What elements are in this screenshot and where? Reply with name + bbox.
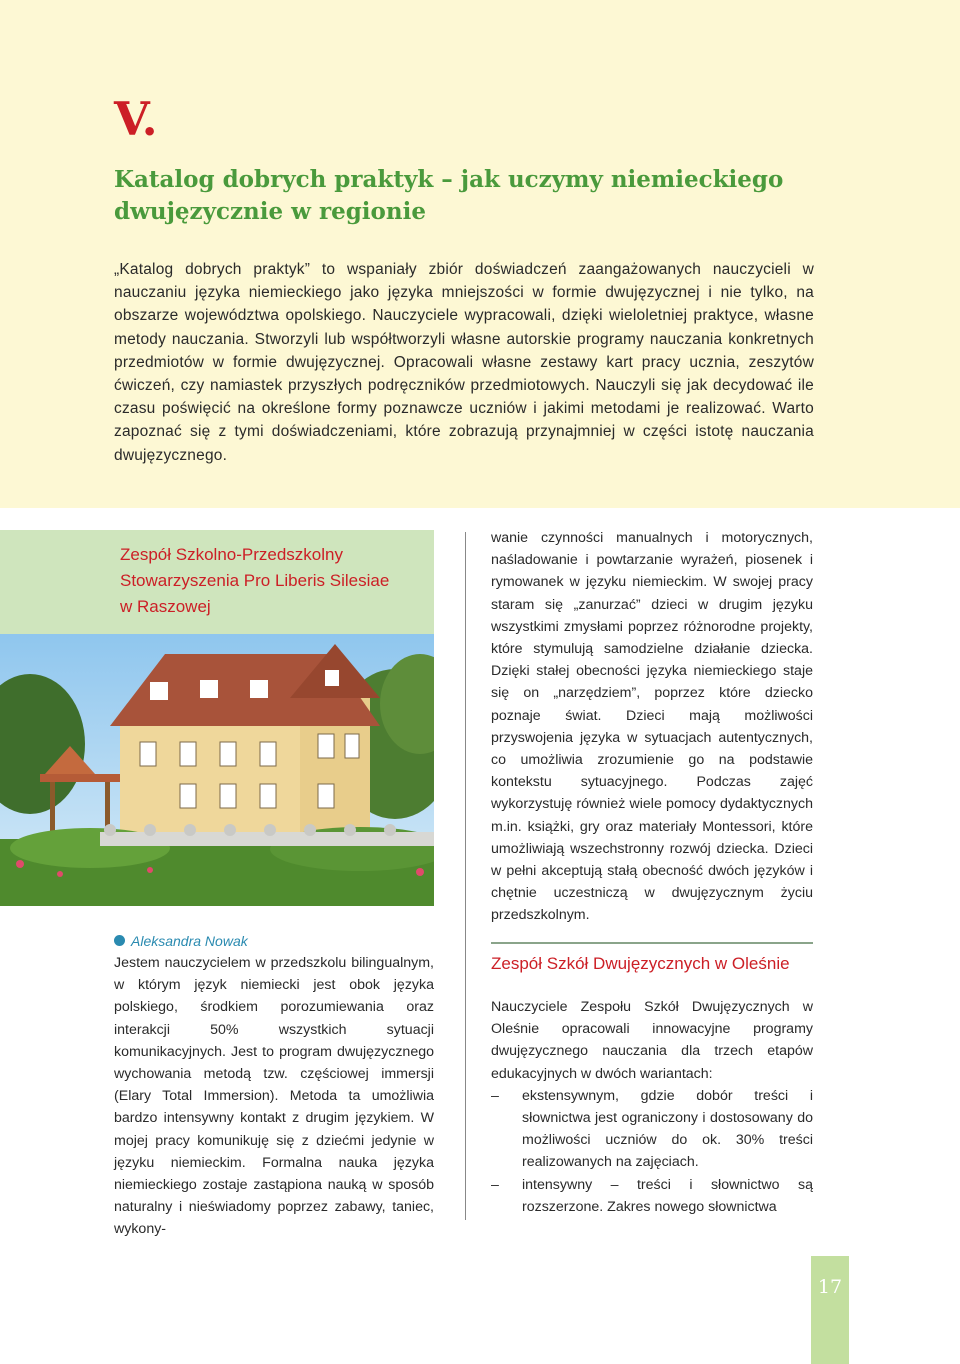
school1-name-line1: Zespół Szkolno-Przedszkolny	[120, 545, 343, 564]
dash-marker: –	[491, 1087, 499, 1104]
chapter-number: V.	[114, 92, 158, 146]
school1-name	[120, 542, 420, 620]
list-item	[491, 1085, 813, 1174]
variant-text: ekstensywnym, gdzie dobór treści i słownictwa jest ograniczony i dostosowany do możliwości uczniów do ok. 30% treści realizowanych na zajęciach.	[522, 1087, 813, 1171]
school1-text-left: Jestem nauczycielem w przedszkolu bilingualnym, w którym język niemiecki jest obok języka polskiego, środkiem porozumiewania oraz interakcji 50% wszystkich sytuacji komunikacyjnych. Jest to program dwujęzycznego wychowania metodą tzw. częściowej immersji (Elary Total Immersion). Metoda ta umożliwia bardzo intensywny kontakt z drugim językiem. W mojej pracy komunikuję się z dziećmi jedynie w języku niemieckim. Formalna nauka języka niemieckiego zostaje zastąpiona nauką w sposób naturalny i nieświadomy poprzez zabawy, taniec, wykony-	[114, 955, 434, 1238]
school1-author-block	[114, 930, 434, 1241]
school1-continuation	[491, 527, 813, 927]
school1-text-right: wanie czynności manualnych i motorycznych, naśladowanie i powtarzanie wyrażeń, piosenek i rymowanek w języku niemieckim. W swojej pracy staram się „zanurzać” dzieci w drugim języku wszystkimi zmysłami poprzez różnorodne projekty, które stymulują samodzielne działanie dziecka. Dzięki stałej obecności języka niemieckiego staje się on „narzędziem”, poprzez które dziecko poznaje świat. Dzieci mają możliwości przyswojenia języka w sytuacjach autentycznych, co umożliwia zrozumienie go na podstawie kontekstu sytuacyjnego. Podczas zajęć wykorzystuję również wiele pomocy dydaktycznych m.in. książki, gry oraz materiały Montessori, które umożliwiają wszechstronny rozwój dziecka. Dzieci w pełni akceptują stałą obecność dwóch języków i chętnie uczestniczą w dwujęzycznym życiu przedszkolnym.	[491, 530, 813, 924]
list-item	[491, 1174, 813, 1218]
school1-section	[0, 530, 434, 634]
dash-marker: –	[491, 1176, 499, 1193]
page-number: 17	[817, 1276, 843, 1298]
chapter-title: Katalog dobrych praktyk – jak uczymy niemieckiego dwujęzycznie w regionie	[114, 166, 784, 225]
author-name: Aleksandra Nowak	[131, 933, 248, 949]
school1-name-line2: Stowarzyszenia Pro Liberis Silesiae	[120, 571, 390, 590]
intro-paragraph: „Katalog dobrych praktyk” to wspaniały zbiór doświadczeń zaangażowanych nauczycieli w nauczaniu języka niemieckiego jako języka mniejszości w formie dwujęzycznej i nie tylko, na obszarze województwa opolskiego. Nauczyciele wypracowali, dzięki wieloletniej praktyce, własne metody nauczania. Stworzyli lub współtworzyli własne autorskie programy nauczania konkretnych przedmiotów w formie dwujęzycznej. Opracowali własne zestawy kart pracy ucznia, zeszytów ćwiczeń, czy namiastek przyszłych podręczników przedmiotowych. Nauczyli się jak decydować ile czasu poświęcić na określone formy poznawcze uczniów i jakimi metodami je realizować. Warto zapoznać się z tymi doświadczeniami, które zobrazują przynajmniej w części istotę nauczania dwujęzycznego.	[114, 261, 814, 464]
bullet-dot-icon	[114, 935, 125, 946]
school-building-photo	[0, 634, 434, 906]
school1-header	[0, 530, 434, 634]
school1-name-line3: w Raszowej	[120, 597, 211, 616]
school2-variants-list	[491, 1085, 813, 1218]
school2-section	[491, 996, 813, 1218]
school2-name: Zespół Szkół Dwujęzycznych w Oleśnie	[491, 954, 790, 973]
author-line	[114, 930, 434, 952]
page-number-tab	[811, 1256, 849, 1364]
column-divider	[465, 532, 466, 1220]
school2-intro: Nauczyciele Zespołu Szkół Dwujęzycznych w Oleśnie opracowali innowacyjne programy dwujęzycznego nauczania dla trzech etapów edukacyjnych w dwóch wariantach:	[491, 999, 813, 1082]
section-rule	[491, 942, 813, 944]
variant-text: intensywny – treści i słownictwo są rozszerzone. Zakres nowego słownictwa	[522, 1176, 813, 1215]
